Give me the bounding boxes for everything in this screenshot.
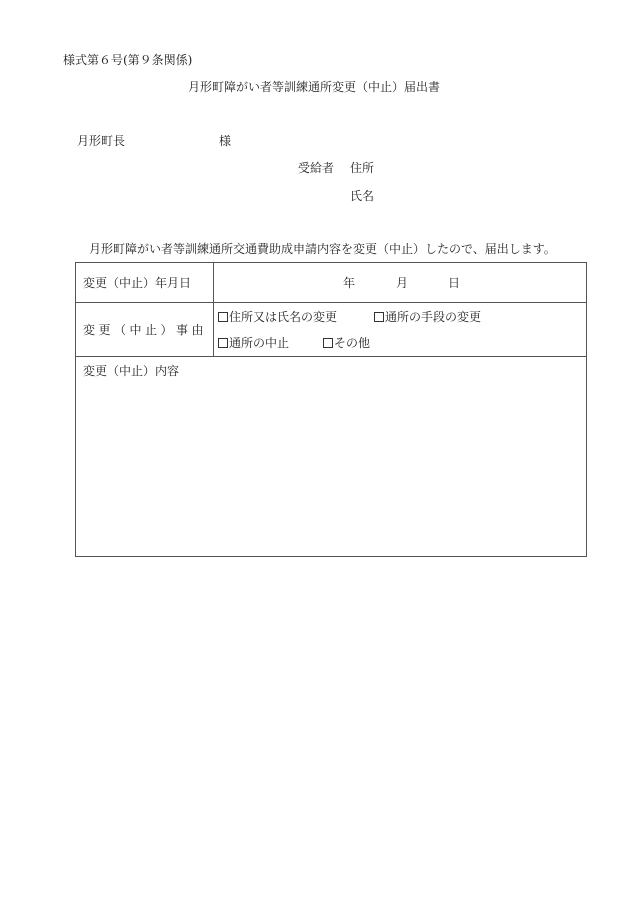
addressee-name: 月形町長: [77, 134, 126, 148]
year-field[interactable]: 年: [343, 276, 356, 290]
reason-option-discontinue[interactable]: [218, 337, 289, 349]
checkbox-icon[interactable]: [323, 338, 333, 348]
change-date-label: 変更（中止）年月日: [83, 276, 192, 290]
month-field[interactable]: 月: [396, 276, 409, 290]
statement-text: 月形町障がい者等訓練通所交通費助成申請内容を変更（中止）したので、届出します。: [89, 242, 556, 256]
table-row-divider: [76, 356, 586, 357]
form-number: 様式第６号(第９条関係): [63, 53, 193, 67]
day-field[interactable]: 日: [448, 276, 461, 290]
table-column-divider: [213, 263, 214, 356]
reason-option-transport-means[interactable]: [374, 311, 481, 323]
reason-option-other[interactable]: [323, 337, 370, 349]
addressee-honorific: 様: [219, 134, 232, 148]
applicant-label: 受給者: [298, 161, 335, 175]
name-label: 氏名: [350, 189, 375, 203]
reason-option-label: 通所の手段の変更: [385, 310, 482, 324]
reason-option-label: その他: [334, 336, 371, 350]
change-content-label: 変更（中止）内容: [83, 364, 180, 378]
address-label: 住所: [350, 161, 375, 175]
reason-option-label: 通所の中止: [229, 336, 290, 350]
document-title: 月形町障がい者等訓練通所変更（中止）届出書: [188, 80, 441, 94]
table-row-divider: [76, 302, 586, 303]
reason-option-address-name[interactable]: [218, 311, 337, 323]
checkbox-icon[interactable]: [374, 312, 384, 322]
checkbox-icon[interactable]: [218, 338, 228, 348]
checkbox-icon[interactable]: [218, 312, 228, 322]
form-table: [75, 262, 587, 557]
reason-option-label: 住所又は氏名の変更: [229, 310, 338, 324]
change-reason-label: 変更（中止）事由: [83, 323, 208, 337]
